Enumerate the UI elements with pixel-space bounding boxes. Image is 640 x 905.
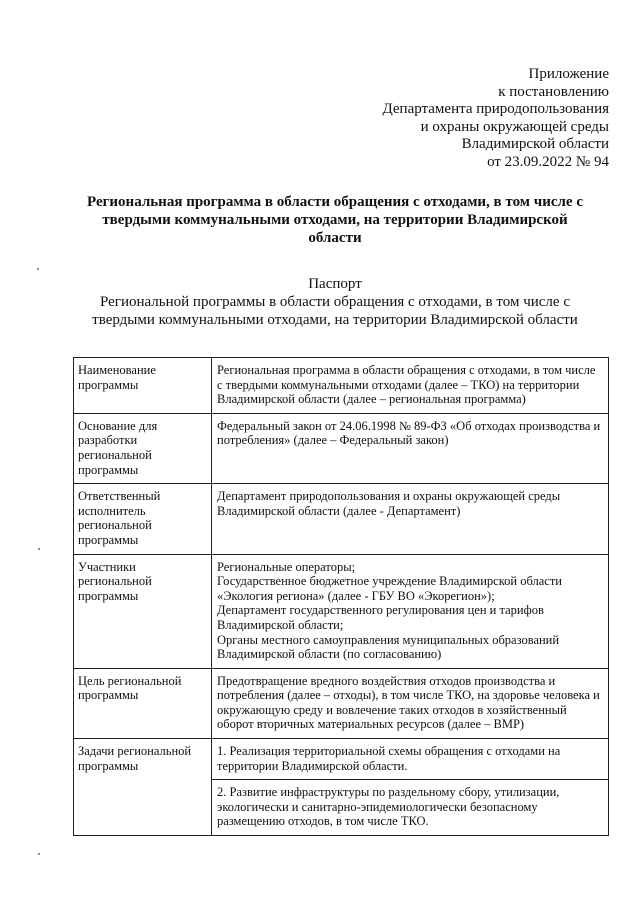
row-value <box>212 484 609 554</box>
row-label: Ответственный исполнитель региональной программы <box>74 484 212 554</box>
scan-dot <box>37 268 39 270</box>
row-value-line: Региональные операторы; <box>217 559 356 574</box>
row-label: Задачи региональной программы <box>74 739 212 836</box>
row-label: Основание для разработки региональной программы <box>74 413 212 483</box>
table-row <box>74 413 609 483</box>
row-value-line: Департамент природопользования и охраны окружающей среды Владимирской области (далее - Департамент) <box>217 489 561 518</box>
approval-line: Владимирской области <box>461 136 609 153</box>
passport-table <box>73 357 609 836</box>
row-value-line: Предотвращение вредного воздействия отходов производства и потребления (далее – отходы), в том числе ТКО, на здоровье человека и окружающую среду и вовлечение таких отходов в хозяйственный оборот вторичных материальных ресурсов (далее – ВМР) <box>217 673 600 732</box>
row-value <box>212 668 609 738</box>
table-row <box>74 484 609 554</box>
approval-line: от 23.09.2022 № 94 <box>487 153 609 170</box>
approval-line: Департамента природопользования <box>382 101 609 118</box>
row-value-line: Государственное бюджетное учреждение Владимирской области «Экология региона» (далее - ГБУ ВО «Экорегион»); <box>217 574 562 603</box>
row-label: Наименование программы <box>74 358 212 414</box>
scan-dot <box>38 853 40 855</box>
table-row <box>74 739 609 780</box>
approval-line: и охраны окружающей среды <box>420 118 609 135</box>
row-label: Участники региональной программы <box>74 554 212 668</box>
approval-line: к постановлению <box>498 83 609 100</box>
table-row <box>74 554 609 668</box>
document-title: Региональная программа в области обращения с отходами, в том числе с твердыми коммунальными отходами, на территории Владимирской области <box>86 194 584 246</box>
task-item: 1. Реализация территориальной схемы обращения с отходами на территории Владимирской области. <box>212 739 609 780</box>
approval-block <box>382 66 609 172</box>
scan-dot <box>38 548 40 550</box>
row-value-line: Федеральный закон от 24.06.1998 № 89-ФЗ «Об отходах производства и потребления» (далее – Федеральный закон) <box>217 418 601 448</box>
row-value <box>212 358 609 414</box>
row-value <box>212 413 609 483</box>
passport-heading <box>70 275 600 329</box>
row-label: Цель региональной программы <box>74 668 212 738</box>
table-row <box>74 358 609 414</box>
approval-line: Приложение <box>528 66 609 82</box>
row-value-line: Региональная программа в области обращения с отходами, в том числе с твердыми коммунальными отходами (далее – ТКО) на территории Владимирской области (далее – региональная программа) <box>217 363 596 407</box>
task-item: 2. Развитие инфраструктуры по раздельному сбору, утилизации, экологически и санитарно-эпидемиологически безопасному размещению отходов, в том числе ТКО. <box>212 780 609 836</box>
row-value-line: Департамент государственного регулирования цен и тарифов Владимирской области; <box>217 603 544 632</box>
table-row <box>74 668 609 738</box>
row-value <box>212 554 609 668</box>
row-value-line: Органы местного самоуправления муниципальных образований Владимирской области (по согласованию) <box>217 632 560 662</box>
passport-subtitle: Региональной программы в области обращения с отходами, в том числе с твердыми коммунальными отходами, на территории Владимирской области <box>92 294 578 328</box>
passport-title: Паспорт <box>308 276 362 292</box>
